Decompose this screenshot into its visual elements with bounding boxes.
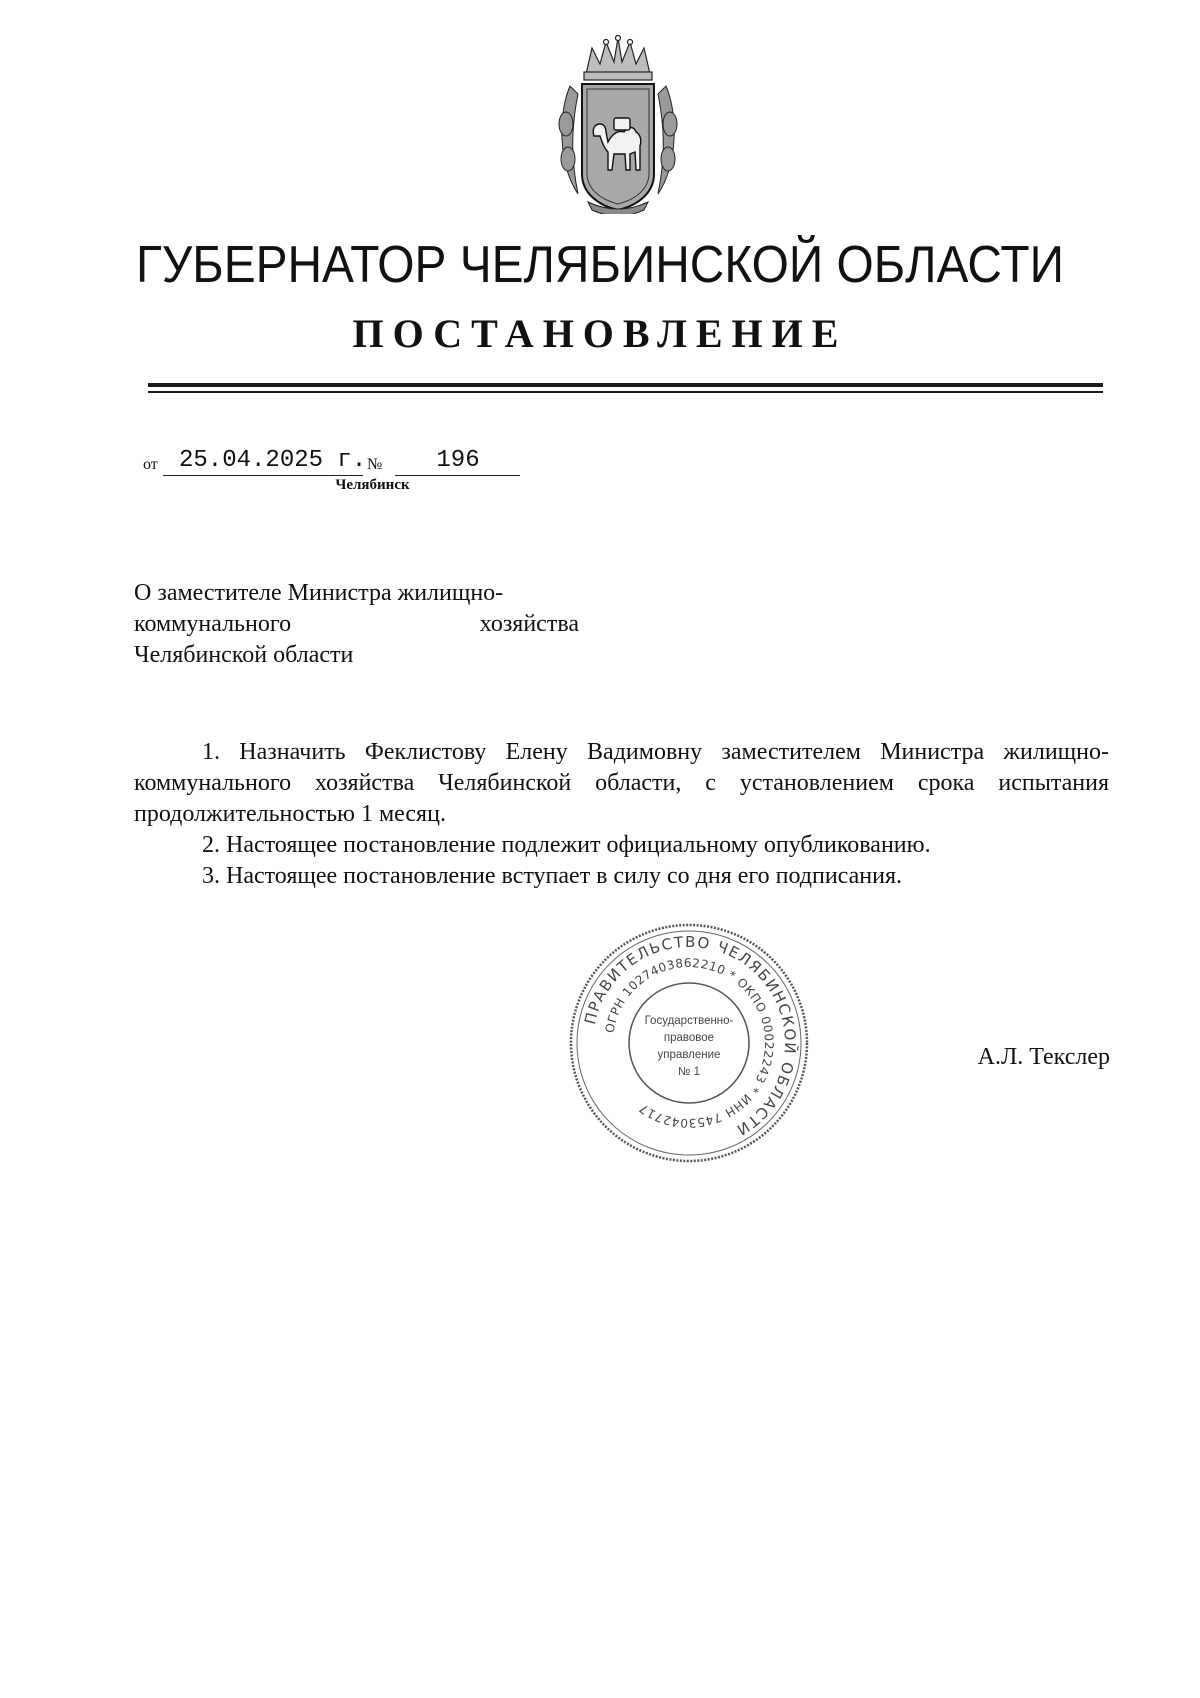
number-underline — [395, 475, 520, 476]
document-number: 196 — [436, 447, 480, 474]
stamp-ring-text: ОГРН 1027403862210 * ОКПО 00022243 * ИНН 7453042717 — [602, 955, 777, 1131]
subject-line: коммунального хозяйства — [134, 611, 579, 637]
document-date: 25.04.2025 г. — [179, 447, 367, 474]
signer-name: А.Л. Текслер — [977, 1044, 1110, 1070]
stamp-outer-text: ПРАВИТЕЛЬСТВО ЧЕЛЯБИНСКОЙ ОБЛАСТИ — [580, 932, 800, 1140]
header-rule-thin — [148, 391, 1103, 393]
date-prefix: от — [143, 456, 158, 473]
subject-line: О заместителе Министра жилищно- — [134, 580, 504, 606]
paragraph: 2. Настоящее постановление подлежит официальному опубликованию. — [202, 832, 931, 858]
paragraph: 1. Назначить Феклистову Елену Вадимовну заместителем Министра жилищно-коммунального хозяйства Челябинской области, с установлением срока испытания продолжительностью 1 месяц. — [134, 739, 1109, 827]
document-type: ПОСТАНОВЛЕНИЕ — [352, 311, 848, 356]
issuing-authority: ГУБЕРНАТОР ЧЕЛЯБИНСКОЙ ОБЛАСТИ — [136, 236, 1064, 294]
stamp-center-line: правовое — [663, 1032, 715, 1044]
stamp-center-line: Государственно- — [644, 1015, 734, 1027]
coat-of-arms-icon — [548, 34, 688, 214]
subject-line: Челябинской области — [134, 642, 354, 668]
header-rule-thick — [148, 383, 1103, 387]
stamp-center-line: управление — [657, 1049, 721, 1061]
document-subject — [134, 578, 579, 671]
city-name: Челябинск — [335, 477, 410, 493]
number-prefix: № — [367, 456, 383, 473]
paragraph: 3. Настоящее постановление вступает в силу со дня его подписания. — [202, 863, 903, 889]
date-underline — [163, 475, 363, 476]
document-body — [134, 737, 1109, 892]
official-stamp — [568, 922, 810, 1164]
stamp-center-line: № 1 — [678, 1066, 700, 1078]
